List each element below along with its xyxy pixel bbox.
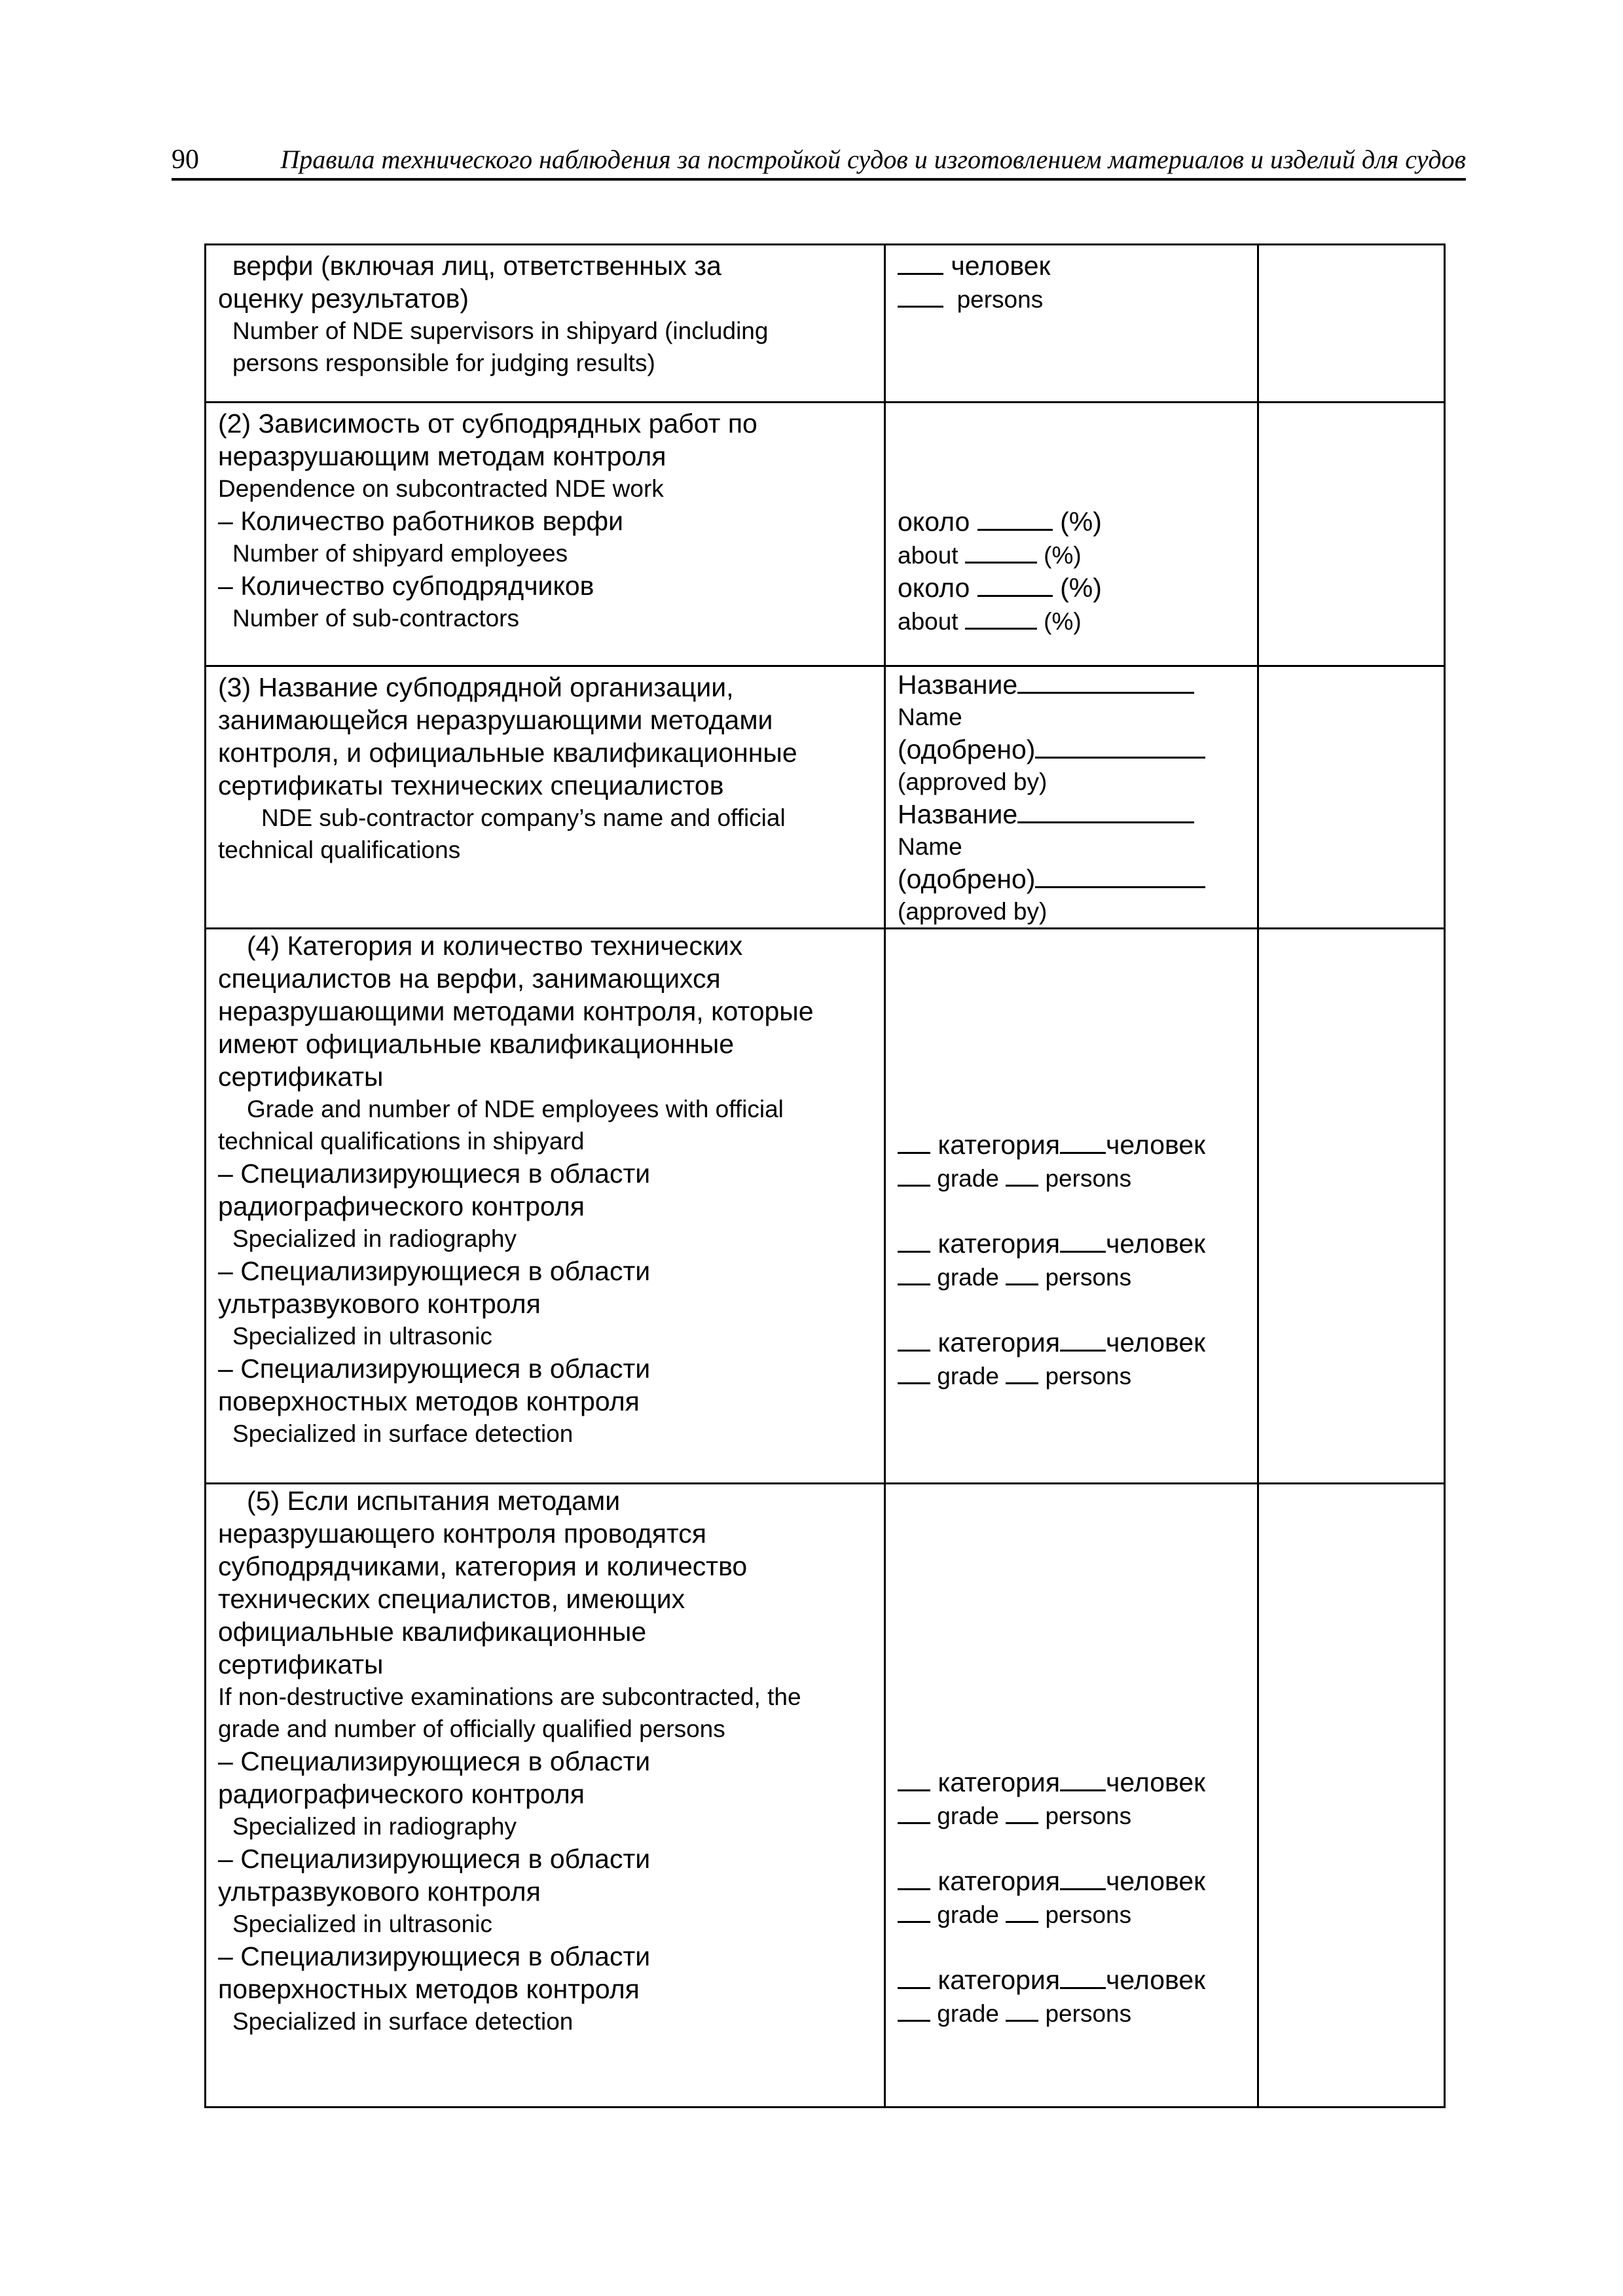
answer-cell [885, 403, 1258, 666]
blank-field[interactable] [1006, 1799, 1038, 1824]
page-header [172, 143, 1466, 179]
question-text-ru: (2) Зависимость от субподрядных работ по [218, 408, 757, 439]
blank-field[interactable] [1006, 1359, 1038, 1384]
question-text-ru: неразрушающего контроля проводятся [218, 1518, 707, 1549]
category-line: категория человек [898, 1964, 1248, 1996]
contractor-name-line-en: Name [898, 833, 962, 860]
blank-field[interactable] [1035, 733, 1205, 759]
remarks-cell[interactable] [1258, 245, 1445, 403]
answer-cell [885, 929, 1258, 1484]
question-text-ru: – Количество работников верфи [218, 506, 624, 536]
question-cell [206, 666, 885, 929]
question-text-en: Specialized in radiography [232, 1813, 517, 1840]
table-row [206, 403, 1445, 666]
question-text-en: Specialized in radiography [232, 1225, 517, 1252]
blank-field[interactable] [1017, 668, 1194, 694]
grade-line: grade persons [898, 1897, 1248, 1931]
question-text-ru: сертификаты технических специалистов [218, 770, 724, 800]
blank-field[interactable] [1006, 1897, 1038, 1923]
question-text-en: Number of shipyard employees [232, 540, 568, 567]
percent-line: about (%) [898, 538, 1248, 571]
blank-field[interactable] [1060, 1227, 1106, 1253]
question-text-en: NDE sub-contractor company’s name and official [261, 804, 786, 831]
answer-cell [885, 666, 1258, 929]
category-line: категория человек [898, 1865, 1248, 1897]
blank-field[interactable] [898, 1865, 930, 1890]
blank-field[interactable] [898, 1897, 930, 1923]
question-text-ru: субподрядчиками, категория и количество [218, 1551, 748, 1581]
question-text-ru: технических специалистов, имеющих [218, 1584, 685, 1614]
question-text-en: Number of sub-contractors [232, 605, 520, 632]
category-line: категория человек [898, 1227, 1248, 1260]
category-line: категория человек [898, 1766, 1248, 1799]
question-text-ru: официальные квалификационные [218, 1617, 647, 1647]
table-row [206, 1484, 1445, 2108]
question-text-ru: – Специализирующиеся в области [218, 1941, 651, 1971]
question-cell [206, 1484, 885, 2108]
question-text-ru: сертификаты [218, 1649, 384, 1679]
question-text-ru: ультразвукового контроля [218, 1289, 541, 1319]
grade-line: grade persons [898, 1799, 1248, 1832]
blank-field[interactable] [1017, 798, 1194, 823]
contractor-name-line: Название [898, 668, 1248, 701]
blank-field[interactable] [898, 1128, 930, 1154]
question-text-en: grade and number of officially qualified persons [218, 1715, 725, 1742]
blank-field[interactable] [1060, 1964, 1106, 1989]
remarks-cell[interactable] [1258, 403, 1445, 666]
blank-field[interactable] [1060, 1326, 1106, 1352]
blank-field[interactable] [898, 1359, 930, 1384]
approved-line: (одобрено) [898, 863, 1248, 895]
remarks-cell[interactable] [1258, 929, 1445, 1484]
question-text-ru: (3) Название субподрядной организации, [218, 672, 734, 702]
blank-field[interactable] [898, 1326, 930, 1352]
question-text-ru: неразрушающим методам контроля [218, 441, 666, 471]
question-text-ru: оценку результатов) [218, 283, 469, 314]
question-text-ru: (5) Если испытания методами [247, 1486, 621, 1516]
blank-field[interactable] [965, 538, 1037, 564]
approved-line: (одобрено) [898, 733, 1248, 766]
question-text-ru: ультразвукового контроля [218, 1876, 541, 1907]
table-row [206, 245, 1445, 403]
question-cell [206, 245, 885, 403]
answer-cell [885, 245, 1258, 403]
category-line: категория человек [898, 1128, 1248, 1161]
blank-field[interactable] [1060, 1766, 1106, 1791]
blank-field[interactable] [898, 249, 943, 275]
table-row [206, 929, 1445, 1484]
question-text-ru: имеют официальные квалификационные [218, 1029, 735, 1059]
blank-field[interactable] [977, 505, 1053, 531]
question-text-en: Specialized in surface detection [232, 1420, 574, 1447]
blank-field[interactable] [898, 1996, 930, 2022]
question-text-ru: – Специализирующиеся в области [218, 1158, 651, 1189]
question-text-ru: поверхностных методов контроля [218, 1974, 640, 2004]
page-number: 90 [172, 145, 199, 175]
question-text-ru: неразрушающими методами контроля, которые [218, 996, 814, 1026]
question-text-ru: – Специализирующиеся в области [218, 1746, 651, 1776]
question-text-en: Dependence on subcontracted NDE work [218, 475, 664, 502]
grade-line: grade persons [898, 1996, 1248, 2030]
question-text-ru: радиографического контроля [218, 1191, 585, 1221]
contractor-name-line-en: Name [898, 704, 962, 730]
question-text-ru: радиографического контроля [218, 1779, 585, 1809]
question-text-en: Specialized in ultrasonic [232, 1910, 492, 1937]
table-row [206, 666, 1445, 929]
blank-field[interactable] [965, 604, 1037, 630]
blank-field[interactable] [1006, 1996, 1038, 2022]
percent-line: около (%) [898, 507, 1102, 537]
question-text-en: Number of NDE supervisors in shipyard (including [232, 317, 769, 344]
blank-field[interactable] [1060, 1128, 1106, 1154]
running-title: Правила технического наблюдения за постройкой судов и изготовлением материалов и изделий для судов [280, 145, 1466, 174]
persons-count-en: persons [898, 282, 1248, 315]
question-text-ru: верфи (включая лиц, ответственных за [232, 251, 721, 281]
blank-field[interactable] [898, 1260, 930, 1285]
question-text-ru: сертификаты [218, 1062, 384, 1092]
blank-field[interactable] [898, 1161, 930, 1187]
grade-line: grade persons [898, 1161, 1248, 1194]
contractor-name-line: Название [898, 798, 1248, 831]
category-line: категория человек [898, 1326, 1248, 1359]
question-text-ru: специалистов на верфи, занимающихся [218, 963, 721, 994]
remarks-cell[interactable] [1258, 1484, 1445, 2108]
question-text-en: persons responsible for judging results) [232, 350, 655, 376]
question-text-en: Specialized in ultrasonic [232, 1323, 492, 1350]
percent-line: около (%) [898, 573, 1102, 603]
question-text-ru: – Специализирующиеся в области [218, 1354, 651, 1384]
grade-line: grade persons [898, 1359, 1248, 1392]
question-cell [206, 929, 885, 1484]
question-text-en: Specialized in surface detection [232, 2008, 574, 2035]
blank-field[interactable] [1006, 1260, 1038, 1285]
blank-field[interactable] [898, 1227, 930, 1253]
blank-field[interactable] [1006, 1161, 1038, 1187]
persons-count-ru: человек [898, 249, 1248, 282]
blank-field[interactable] [977, 571, 1053, 597]
question-text-en: technical qualifications [218, 836, 461, 863]
answer-cell [885, 1484, 1258, 2108]
question-text-ru: контроля, и официальные квалификационные [218, 738, 797, 768]
question-text-en: technical qualifications in shipyard [218, 1128, 585, 1155]
blank-field[interactable] [898, 1799, 930, 1824]
remarks-cell[interactable] [1258, 666, 1445, 929]
blank-field[interactable] [1060, 1865, 1106, 1890]
question-text-ru: (4) Категория и количество технических [247, 931, 743, 961]
question-text-ru: – Специализирующиеся в области [218, 1256, 651, 1286]
nde-form-table [204, 243, 1446, 2108]
percent-line: about (%) [898, 604, 1248, 637]
blank-field[interactable] [898, 282, 943, 308]
question-text-ru: – Специализирующиеся в области [218, 1844, 651, 1874]
blank-field[interactable] [898, 1766, 930, 1791]
grade-line: grade persons [898, 1260, 1248, 1293]
question-text-ru: поверхностных методов контроля [218, 1386, 640, 1416]
approved-line-en: (approved by) [898, 898, 1048, 925]
blank-field[interactable] [1035, 863, 1205, 888]
blank-field[interactable] [898, 1964, 930, 1989]
question-text-en: If non-destructive examinations are subcontracted, the [218, 1683, 801, 1710]
approved-line-en: (approved by) [898, 768, 1048, 795]
header-rule [172, 178, 1466, 181]
question-text-ru: занимающейся неразрушающими методами [218, 705, 773, 735]
question-text-ru: – Количество субподрядчиков [218, 571, 594, 601]
question-cell [206, 403, 885, 666]
question-text-en: Grade and number of NDE employees with official [247, 1096, 784, 1122]
